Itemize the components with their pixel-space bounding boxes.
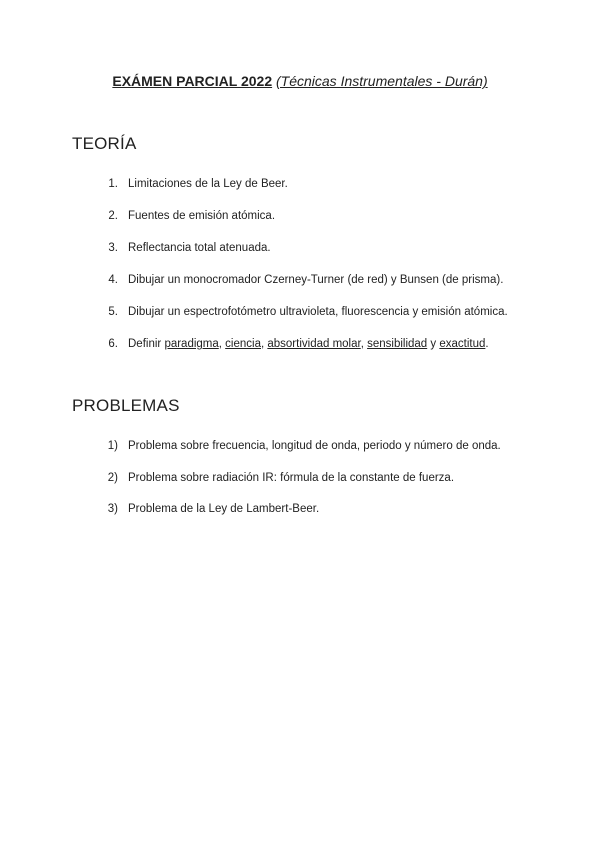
list-item-text: Reflectancia total atenuada. <box>128 242 271 254</box>
term-exactitud: exactitud <box>439 338 486 350</box>
list-item-text: Problema sobre frecuencia, longitud de onda, periodo y número de onda. <box>128 440 501 452</box>
term-absortividad-molar: absortividad molar <box>267 338 361 350</box>
exam-title-main: EXÁMEN PARCIAL 2022 <box>112 73 273 89</box>
term-separator: , <box>260 338 268 350</box>
term-sensibilidad: sensibilidad <box>367 338 428 350</box>
list-marker: 1. <box>108 178 118 190</box>
list-marker: 2) <box>107 472 118 484</box>
list-item-text: Dibujar un espectrofotómetro ultravioleta, fluorescencia y emisión atómica. <box>128 306 508 318</box>
list-item-text: Limitaciones de la Ley de Beer. <box>128 178 288 190</box>
term-ciencia: ciencia <box>225 338 261 350</box>
definir-suffix: . <box>485 338 489 350</box>
list-item-text: Problema sobre radiación IR: fórmula de la constante de fuerza. <box>128 472 455 484</box>
term-separator: , <box>218 338 226 350</box>
term-separator: , <box>360 338 368 350</box>
list-marker: 3) <box>107 503 118 515</box>
list-marker: 6. <box>108 338 118 350</box>
exam-title-subtitle: (Técnicas Instrumentales - Durán) <box>276 73 488 89</box>
list-marker: 2. <box>108 210 118 222</box>
list-marker: 4. <box>108 274 118 286</box>
problemas-heading: PROBLEMAS <box>72 396 180 415</box>
list-marker: 5. <box>108 306 118 318</box>
teoria-heading: TEORÍA <box>72 134 137 153</box>
term-paradigma: paradigma <box>164 338 219 350</box>
list-item-text: Problema de la Ley de Lambert-Beer. <box>128 503 320 515</box>
term-separator: y <box>427 338 440 350</box>
list-marker: 1) <box>107 440 118 452</box>
list-item-text: Fuentes de emisión atómica. <box>128 210 276 222</box>
definir-prefix: Definir <box>128 338 165 350</box>
exam-title <box>0 72 600 90</box>
list-item-text: Dibujar un monocromador Czerney-Turner (de red) y Bunsen (de prisma). <box>128 274 504 286</box>
list-marker: 3. <box>108 242 118 254</box>
list-item-text <box>128 336 489 352</box>
